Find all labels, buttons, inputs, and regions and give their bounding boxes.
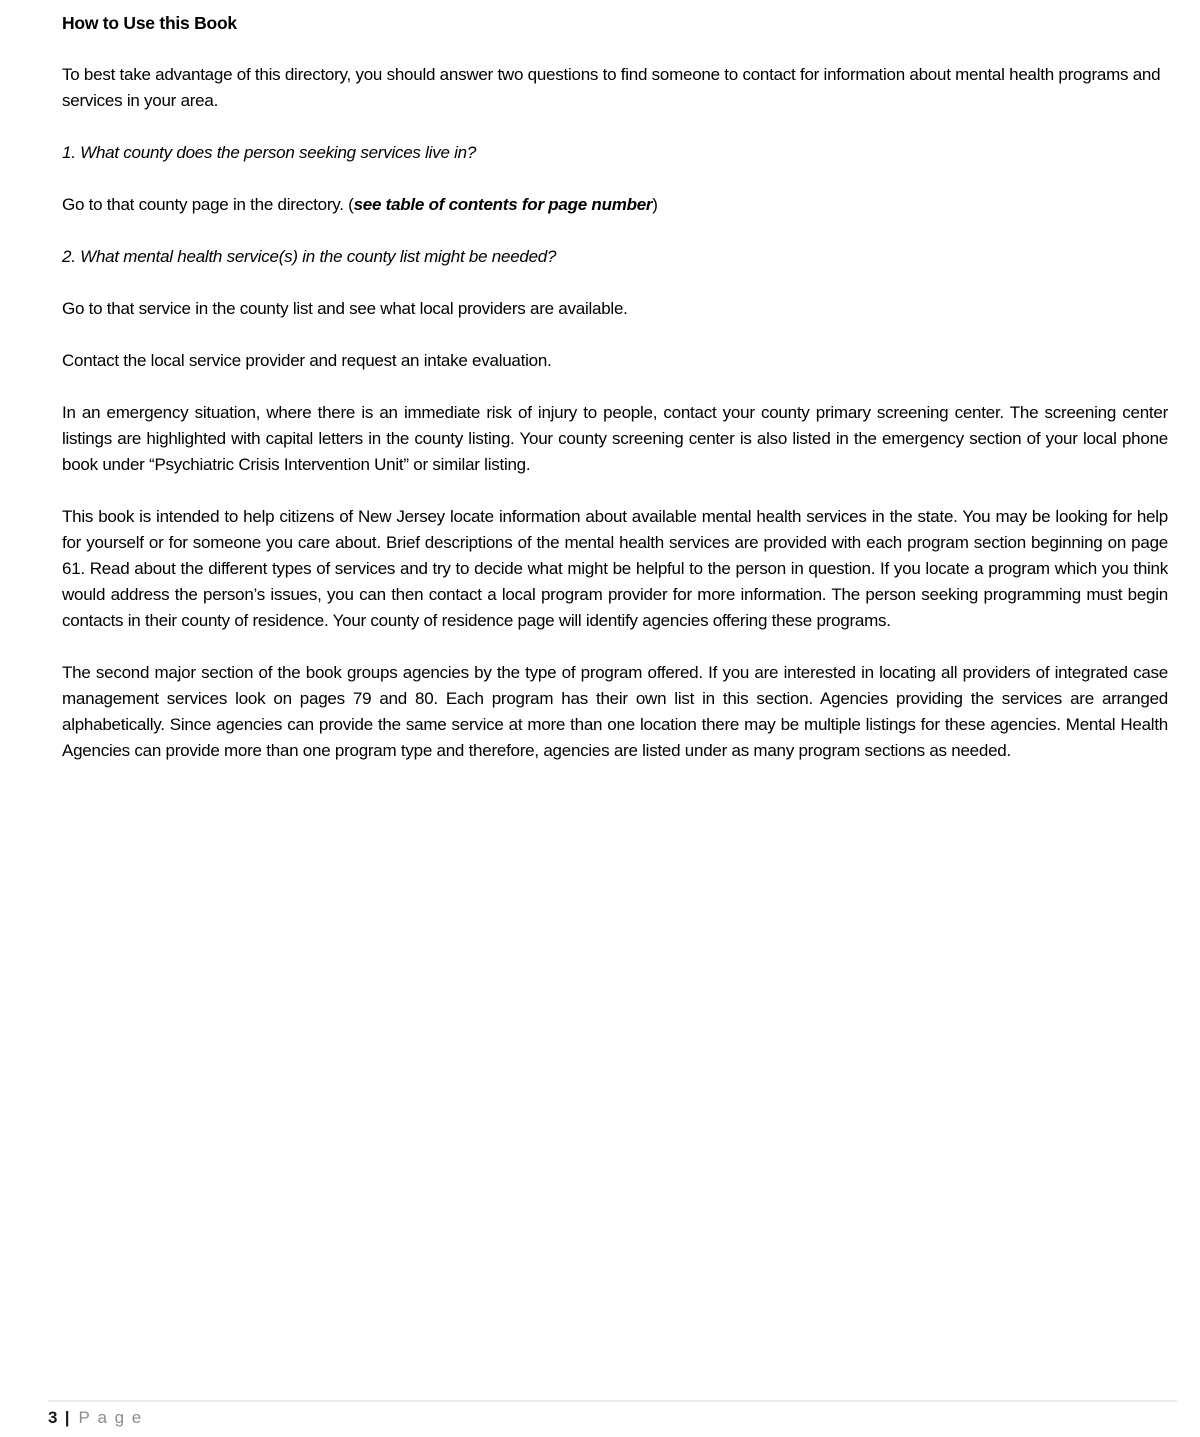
direction-county-page — [62, 192, 1168, 218]
question-1: 1. What county does the person seeking services live in? — [62, 143, 477, 162]
section-heading: How to Use this Book — [62, 13, 237, 33]
direction-county-emphasis: see table of contents for page number — [353, 195, 653, 214]
footer-page-label: Page — [78, 1408, 149, 1427]
paragraph-book-purpose: This book is intended to help citizens of New Jersey locate information about available mental health services in the state. You may be looking for help for yourself or for someone you care about. Brief descriptions of the mental health services are provided with each program section beginning on page 61. Read about the different types of services and try to decide what might be helpful to the person in question. If you locate a program which you think would address the person’s issues, you can then contact a local program provider for more information. The person seeking programming must begin contacts in their county of residence. Your county of residence page will identify agencies offering these programs. — [62, 507, 1168, 630]
direction-service-list: Go to that service in the county list and see what local providers are available. — [62, 299, 628, 318]
footer-page-number: 3 — [48, 1408, 61, 1427]
paragraph-second-section: The second major section of the book groups agencies by the type of program offered. If you are interested in locating all providers of integrated case management services look on pages 79 and 80. Each program has their own list in this section. Agencies providing the services are arranged alphabetically. Since agencies can provide the same service at more than one location there may be multiple listings for these agencies. Mental Health Agencies can provide more than one program type and therefore, agencies are listed under as many program sections as needed. — [62, 663, 1168, 760]
question-2: 2. What mental health service(s) in the county list might be needed? — [62, 247, 557, 266]
direction-county-prefix: Go to that county page in the directory. ( — [62, 195, 354, 214]
paragraph-emergency: In an emergency situation, where there is an immediate risk of injury to people, contact your county primary screening center. The screening center listings are highlighted with capital letters in the county listing. Your county screening center is also listed in the emergency section of your local phone book under “Psychiatric Crisis Intervention Unit” or similar listing. — [62, 403, 1168, 474]
paragraph-intro: To best take advantage of this directory, you should answer two questions to find someone to contact for information about mental health programs and services in your area. — [62, 65, 1161, 110]
direction-county-suffix: ) — [652, 195, 658, 214]
direction-contact-provider: Contact the local service provider and request an intake evaluation. — [62, 351, 552, 370]
footer-separator: | — [64, 1408, 70, 1427]
footer-text — [48, 1406, 1177, 1430]
document-page — [62, 10, 1168, 790]
footer-rule — [48, 1400, 1177, 1402]
page-footer — [48, 1400, 1177, 1430]
